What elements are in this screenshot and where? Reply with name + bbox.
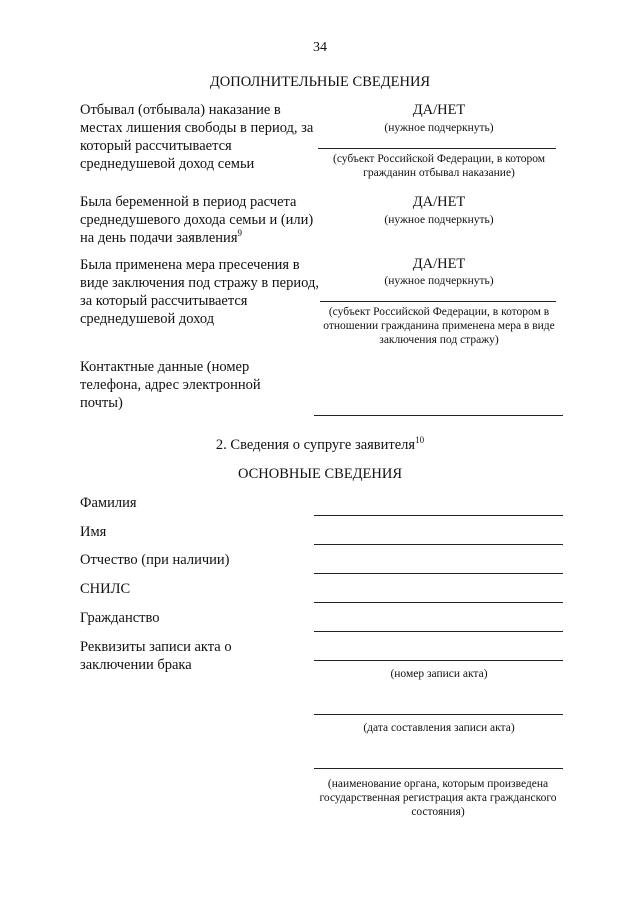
spouse-section-title <box>0 437 640 454</box>
imprisonment-yes-no-hint: (нужное подчеркнуть) <box>384 122 494 134</box>
imprisonment-region-field[interactable] <box>318 148 556 149</box>
contacts-field[interactable] <box>314 415 563 416</box>
page-number: 34 <box>313 40 327 55</box>
main-info-heading: ОСНОВНЫЕ СВЕДЕНИЯ <box>237 466 403 482</box>
custody-region-field[interactable] <box>320 301 556 302</box>
citizenship-label: Гражданство <box>80 610 160 626</box>
pregnancy-yes-no-hint: (нужное подчеркнуть) <box>384 214 494 226</box>
name-label: Имя <box>80 524 107 540</box>
pregnancy-label <box>80 193 320 247</box>
custody-yes-no-hint: (нужное подчеркнуть) <box>384 275 494 287</box>
registration-authority-hint: (наименование органа, которым произведена государственная регистрация акта гражданского состояния) <box>319 778 557 818</box>
pregnancy-footnote-mark: 9 <box>237 228 242 239</box>
marriage-record-date-hint: (дата составления записи акта) <box>363 722 515 734</box>
pregnancy-yes-no[interactable]: ДА/НЕТ <box>412 194 466 210</box>
spouse-section-title-text: 2. Сведения о супруге заявителя <box>215 437 416 453</box>
pregnancy-label-text: Была беременной в период расчета среднедушевого дохода семьи и (или) на день подачи заявления <box>80 194 314 246</box>
imprisonment-label: Отбывал (отбывала) наказание в местах лишения свободы в период, за который рассчитывается среднедушевой доход семьи <box>80 102 314 172</box>
surname-label: Фамилия <box>80 495 137 511</box>
custody-yes-no[interactable]: ДА/НЕТ <box>412 256 466 272</box>
snils-field[interactable] <box>314 602 563 603</box>
citizenship-field[interactable] <box>314 631 563 632</box>
marriage-record-date-field[interactable] <box>314 714 563 715</box>
patronymic-field[interactable] <box>314 573 563 574</box>
marriage-record-number-hint: (номер записи акта) <box>390 668 488 680</box>
patronymic-label: Отчество (при наличии) <box>80 552 230 568</box>
marriage-record-number-field[interactable] <box>314 660 563 661</box>
imprisonment-region-hint: (субъект Российской Федерации, в котором гражданин отбывал наказание) <box>332 153 546 179</box>
name-field[interactable] <box>314 544 563 545</box>
contacts-label: Контактные данные (номер телефона, адрес электронной почты) <box>80 359 261 411</box>
additional-info-heading: ДОПОЛНИТЕЛЬНЫЕ СВЕДЕНИЯ <box>209 74 431 90</box>
snils-label: СНИЛС <box>80 581 131 597</box>
surname-field[interactable] <box>314 515 563 516</box>
marriage-record-label: Реквизиты записи акта о заключении брака <box>80 639 232 673</box>
registration-authority-field[interactable] <box>314 768 563 769</box>
spouse-footnote-mark: 10 <box>415 435 425 446</box>
custody-region-hint: (субъект Российской Федерации, в котором в отношении гражданина применена мера в виде заключения под стражу) <box>323 306 555 346</box>
custody-label: Была применена мера пресечения в виде заключения под стражу в период, за который рассчитывается среднедушевой доход <box>80 257 319 327</box>
imprisonment-yes-no[interactable]: ДА/НЕТ <box>412 102 466 118</box>
